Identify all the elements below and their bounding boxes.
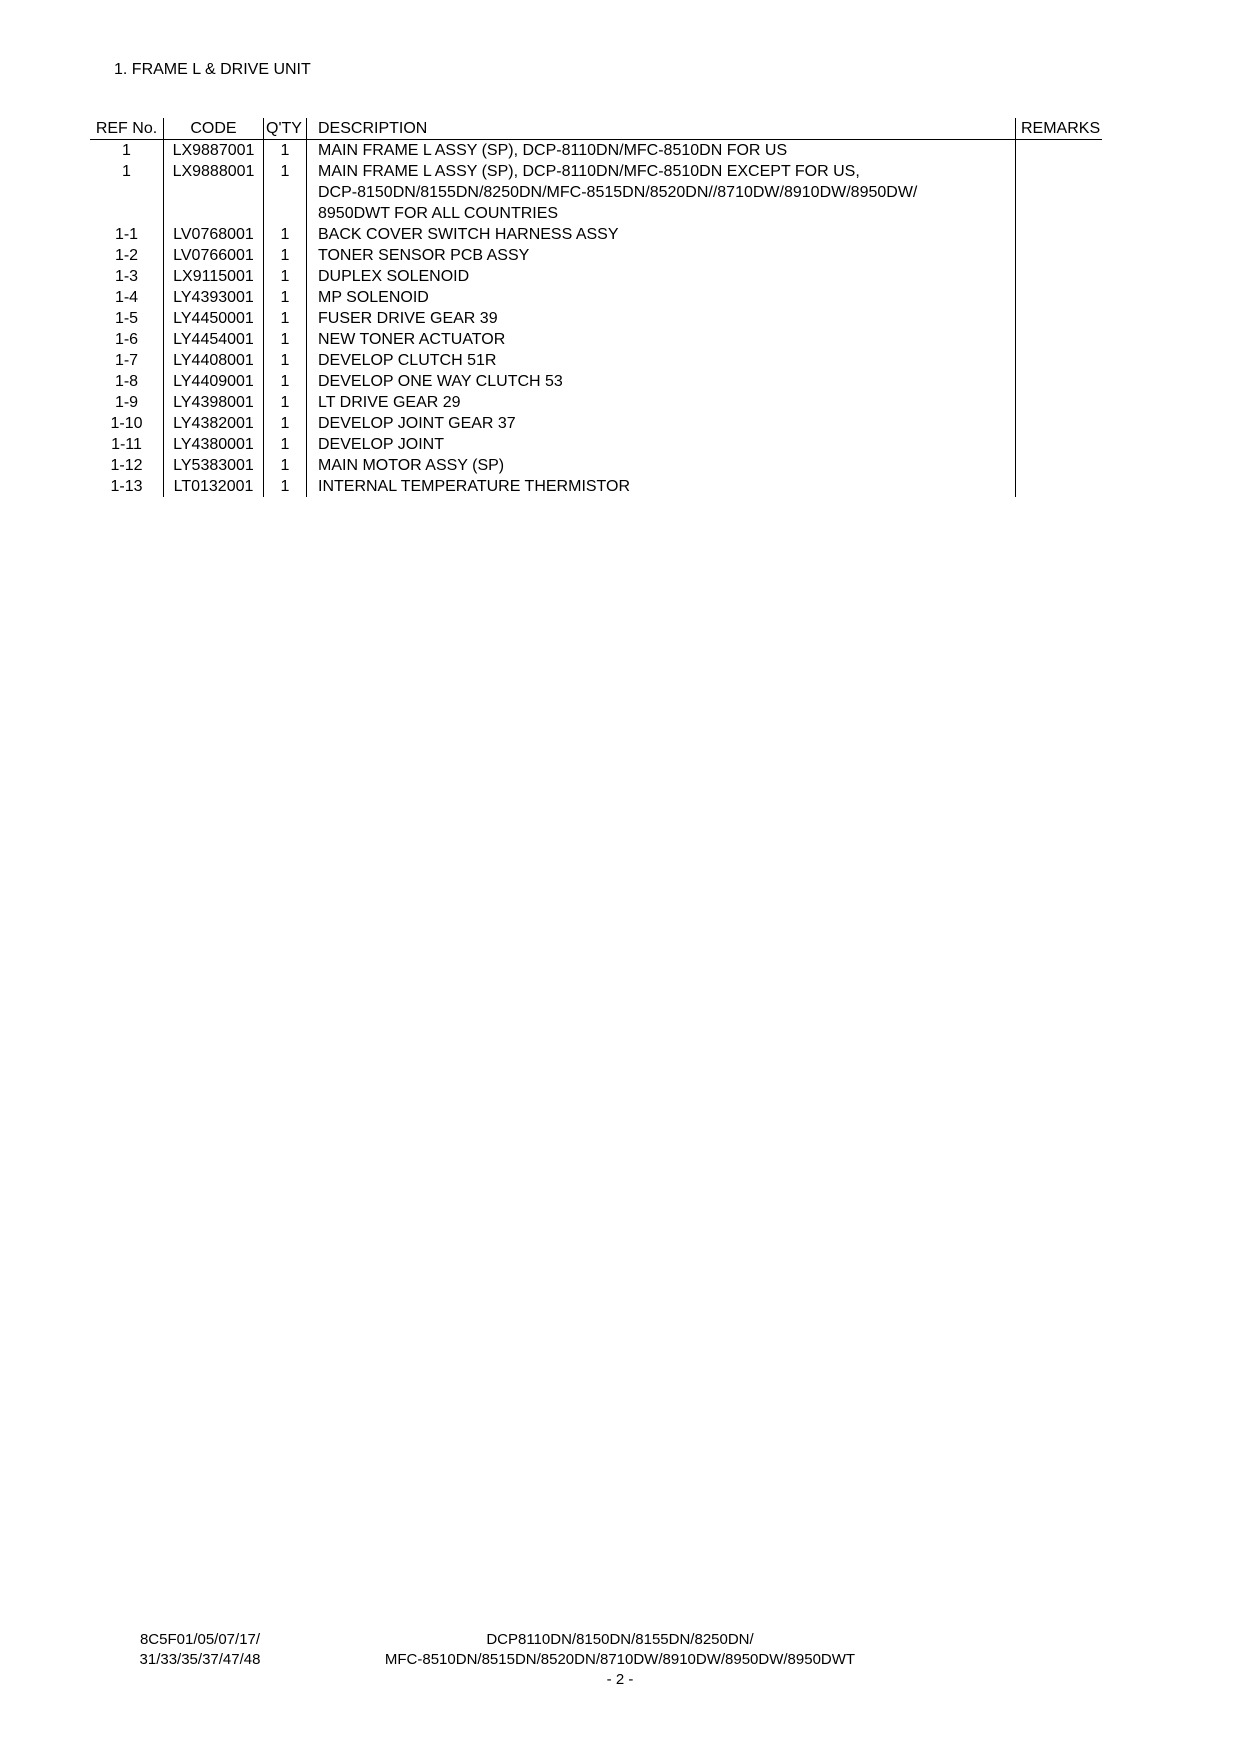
cell-description: NEW TONER ACTUATOR: [306, 329, 1015, 350]
table-row: [90, 413, 1102, 434]
cell-qty: 1: [263, 140, 306, 161]
cell-qty: 1: [263, 266, 306, 287]
footer-center-line-1: DCP8110DN/8150DN/8155DN/8250DN/: [486, 1631, 754, 1648]
cell-remarks: [1015, 455, 1102, 476]
cell-ref-no: 1-13: [110, 478, 143, 495]
cell-remarks: [1015, 203, 1102, 224]
cell-code: LX9115001: [163, 266, 263, 287]
table-row: [90, 224, 1102, 245]
cell-qty: [263, 203, 306, 224]
table-row: [90, 350, 1102, 371]
footer-model-names: [340, 1630, 900, 1690]
cell-ref-no: 1-4: [114, 289, 139, 306]
cell-remarks: [1015, 224, 1102, 245]
header-description: DESCRIPTION: [306, 118, 1015, 139]
cell-description: TONER SENSOR PCB ASSY: [306, 245, 1015, 266]
cell-description: MAIN FRAME L ASSY (SP), DCP-8110DN/MFC-8510DN EXCEPT FOR US,: [306, 161, 1015, 182]
cell-code: LY4382001: [163, 413, 263, 434]
cell-qty: 1: [263, 371, 306, 392]
cell-remarks: [1015, 140, 1102, 161]
cell-qty: 1: [263, 434, 306, 455]
table-row: [90, 434, 1102, 455]
cell-qty: 1: [263, 308, 306, 329]
cell-qty: 1: [263, 329, 306, 350]
cell-description: LT DRIVE GEAR 29: [306, 392, 1015, 413]
cell-qty: [263, 182, 306, 203]
table-row: [90, 245, 1102, 266]
cell-code: LY4380001: [163, 434, 263, 455]
header-ref-no: REF No.: [95, 120, 158, 137]
cell-description: MAIN MOTOR ASSY (SP): [306, 455, 1015, 476]
cell-code: LX9887001: [163, 140, 263, 161]
cell-description: MP SOLENOID: [306, 287, 1015, 308]
footer-model-codes: [100, 1630, 300, 1670]
cell-remarks: [1015, 161, 1102, 182]
cell-ref-no: 1: [122, 142, 131, 159]
cell-remarks: [1015, 392, 1102, 413]
table-row: [90, 203, 1102, 224]
cell-qty: 1: [263, 161, 306, 182]
table-row: [90, 455, 1102, 476]
cell-qty: 1: [263, 245, 306, 266]
cell-code: LT0132001: [163, 476, 263, 497]
cell-remarks: [1015, 476, 1102, 497]
cell-description: DEVELOP JOINT: [306, 434, 1015, 455]
cell-code: LX9888001: [163, 161, 263, 182]
cell-remarks: [1015, 287, 1102, 308]
cell-ref-no: 1-9: [114, 394, 139, 411]
cell-qty: 1: [263, 287, 306, 308]
cell-ref-no: 1-7: [114, 352, 139, 369]
table-row: [90, 329, 1102, 350]
table-row: [90, 182, 1102, 203]
header-qty: Q'TY: [263, 118, 306, 139]
cell-code: [163, 203, 263, 224]
cell-code: [163, 182, 263, 203]
parts-table: [90, 118, 1102, 497]
cell-remarks: [1015, 371, 1102, 392]
cell-qty: 1: [263, 224, 306, 245]
cell-description: FUSER DRIVE GEAR 39: [306, 308, 1015, 329]
cell-ref-no: 1-12: [110, 457, 143, 474]
footer-left-line-2: 31/33/35/37/47/48: [139, 1651, 261, 1668]
section-title: 1. FRAME L & DRIVE UNIT: [114, 61, 311, 78]
table-row: [90, 266, 1102, 287]
cell-description: BACK COVER SWITCH HARNESS ASSY: [306, 224, 1015, 245]
cell-ref-no: 1: [122, 163, 131, 180]
cell-description: DUPLEX SOLENOID: [306, 266, 1015, 287]
cell-remarks: [1015, 182, 1102, 203]
cell-description: 8950DWT FOR ALL COUNTRIES: [306, 203, 1015, 224]
cell-qty: 1: [263, 476, 306, 497]
table-row: [90, 392, 1102, 413]
cell-ref-no: 1-11: [111, 436, 142, 453]
table-row: [90, 287, 1102, 308]
table-header-row: [90, 118, 1102, 140]
cell-ref-no: 1-6: [114, 331, 139, 348]
cell-description: MAIN FRAME L ASSY (SP), DCP-8110DN/MFC-8510DN FOR US: [306, 140, 1015, 161]
cell-code: LY4398001: [163, 392, 263, 413]
header-remarks: REMARKS: [1015, 118, 1102, 139]
cell-ref-no: 1-10: [110, 415, 143, 432]
header-code: CODE: [163, 118, 263, 139]
cell-remarks: [1015, 413, 1102, 434]
cell-remarks: [1015, 308, 1102, 329]
cell-description: DEVELOP JOINT GEAR 37: [306, 413, 1015, 434]
cell-description: DEVELOP ONE WAY CLUTCH 53: [306, 371, 1015, 392]
cell-ref-no: 1-8: [114, 373, 139, 390]
table-row: [90, 140, 1102, 161]
cell-remarks: [1015, 350, 1102, 371]
footer-left-line-1: 8C5F01/05/07/17/: [139, 1631, 261, 1648]
cell-qty: 1: [263, 455, 306, 476]
cell-code: LY4409001: [163, 371, 263, 392]
cell-ref-no: [90, 182, 163, 203]
table-row: [90, 308, 1102, 329]
cell-description: DCP-8150DN/8155DN/8250DN/MFC-8515DN/8520DN//8710DW/8910DW/8950DW/: [306, 182, 1015, 203]
table-row: [90, 371, 1102, 392]
cell-code: LY4454001: [163, 329, 263, 350]
cell-remarks: [1015, 434, 1102, 455]
cell-qty: 1: [263, 350, 306, 371]
cell-code: LY4450001: [163, 308, 263, 329]
footer-center-line-2: MFC-8510DN/8515DN/8520DN/8710DW/8910DW/8950DW/8950DWT: [384, 1651, 856, 1668]
cell-qty: 1: [263, 413, 306, 434]
cell-description: INTERNAL TEMPERATURE THERMISTOR: [306, 476, 1015, 497]
cell-code: LV0768001: [163, 224, 263, 245]
cell-remarks: [1015, 329, 1102, 350]
cell-ref-no: 1-3: [114, 268, 139, 285]
cell-ref-no: 1-2: [114, 247, 139, 264]
table-body: [90, 140, 1102, 497]
cell-code: LY4393001: [163, 287, 263, 308]
table-row: [90, 476, 1102, 497]
cell-remarks: [1015, 245, 1102, 266]
cell-ref-no: 1-1: [114, 226, 139, 243]
page-number: - 2 -: [606, 1671, 634, 1688]
cell-ref-no: [90, 203, 163, 224]
cell-description: DEVELOP CLUTCH 51R: [306, 350, 1015, 371]
cell-code: LY5383001: [163, 455, 263, 476]
cell-ref-no: 1-5: [114, 310, 139, 327]
table-row: [90, 161, 1102, 182]
cell-code: LY4408001: [163, 350, 263, 371]
cell-qty: 1: [263, 392, 306, 413]
cell-remarks: [1015, 266, 1102, 287]
cell-code: LV0766001: [163, 245, 263, 266]
